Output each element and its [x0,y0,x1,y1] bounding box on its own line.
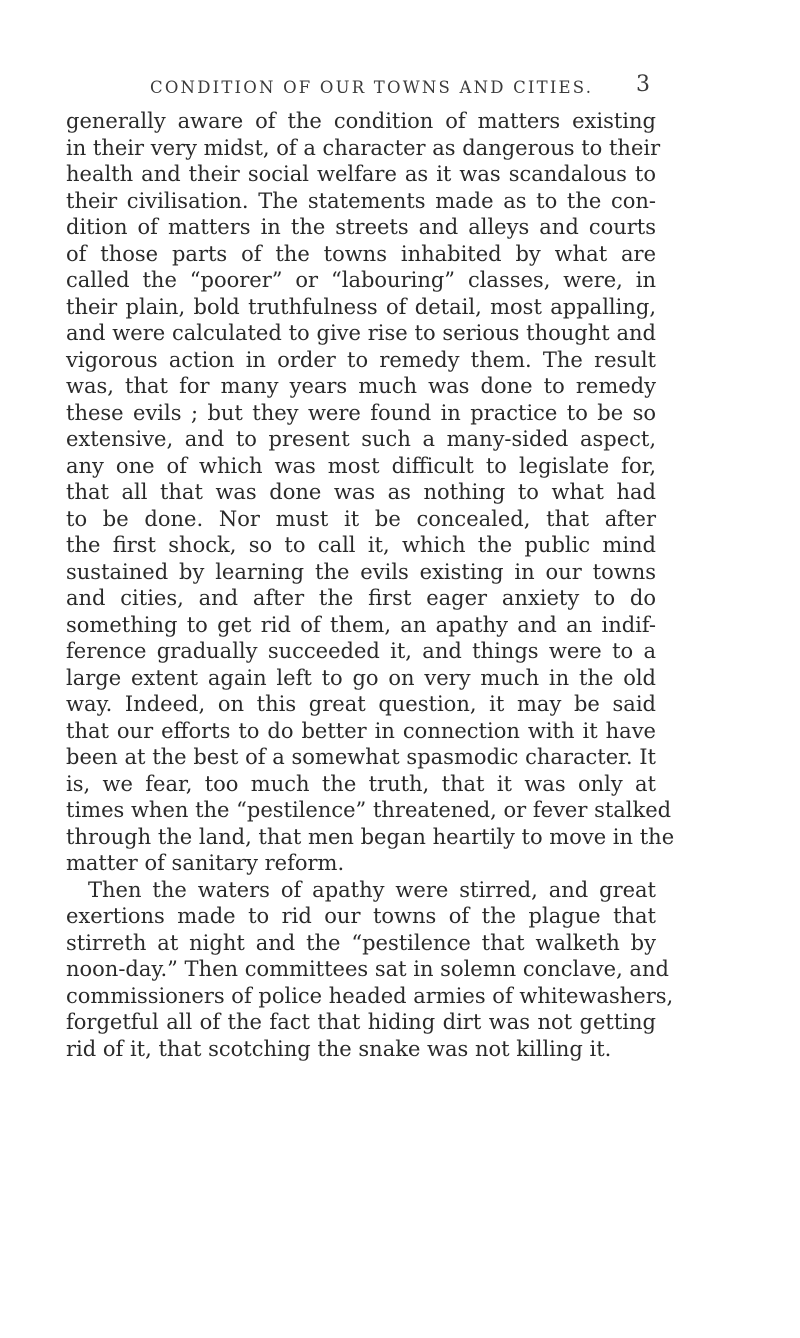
text-line: and cities, and after the first eager anxiety to do [66,586,656,610]
text-line: the first shock, so to call it, which the public mind [66,533,656,557]
text-line: commissioners of police headed armies of whitewashers, [66,983,674,1008]
text-line: noon-day.” Then committees sat in solemn conclave, and [66,957,669,981]
text-line: health and their social welfare as it was scandalous to [66,162,656,186]
paragraph-2 [66,877,674,1063]
body-text [66,108,675,1062]
text-line: in their very midst, of a character as dangerous to their [66,135,661,160]
text-line: to be done. Nor must it be concealed, that after [66,506,656,531]
text-line: generally aware of the condition of matters existing [66,109,656,133]
text-line: any one of which was most difficult to legislate for, [66,453,656,478]
running-head [0,72,800,108]
text-line: large extent again left to go on very much in the old [66,665,656,690]
text-line: through the land, that men began heartily to move in the [66,824,675,849]
text-line: their plain, bold truthfulness of detail, most appalling, [66,294,656,319]
text-line: Then the waters of apathy were stirred, and great [88,877,656,902]
running-title: CONDITION OF OUR TOWNS AND CITIES. [150,78,594,97]
text-line: extensive, and to present such a many-sided aspect, [66,427,656,451]
text-line: rid of it, that scotching the snake was not killing it. [66,1036,612,1061]
page-number: 3 [636,72,650,97]
text-line: way. Indeed, on this great question, it may be said [66,692,656,716]
text-line: these evils ; but they were found in practice to be so [66,400,656,425]
text-line: matter of sanitary reform. [66,851,345,875]
text-line: forgetful all of the fact that hiding dirt was not getting [66,1010,656,1034]
text-line: is, we fear, too much the truth, that it was only at [66,771,656,796]
text-line: times when the “pestilence” threatened, or fever stalked [66,798,672,822]
text-line: that our efforts to do better in connection with it have [66,718,656,743]
text-line: was, that for many years much was done to remedy [66,374,656,398]
text-line: of those parts of the towns inhabited by what are [66,241,656,266]
text-line: been at the best of a somewhat spasmodic character. It [66,745,656,769]
text-line: something to get rid of them, an apathy and an indif- [66,612,656,637]
text-line: stirreth at night and the “pestilence that walketh by [66,930,656,955]
text-line: sustained by learning the evils existing in our towns [66,559,656,584]
text-line: their civilisation. The statements made as to the con- [66,188,656,213]
text-line: dition of matters in the streets and alleys and courts [66,215,656,239]
text-line: vigorous action in order to remedy them. The result [66,347,656,372]
text-line: ference gradually succeeded it, and things were to a [66,639,656,663]
text-line: exertions made to rid our towns of the plague that [66,904,656,928]
text-line: called the “poorer” or “labouring” classes, were, in [66,268,656,292]
text-line: and were calculated to give rise to serious thought and [66,321,656,345]
text-line: that all that was done was as nothing to what had [66,480,656,504]
paragraph-1 [66,108,675,877]
